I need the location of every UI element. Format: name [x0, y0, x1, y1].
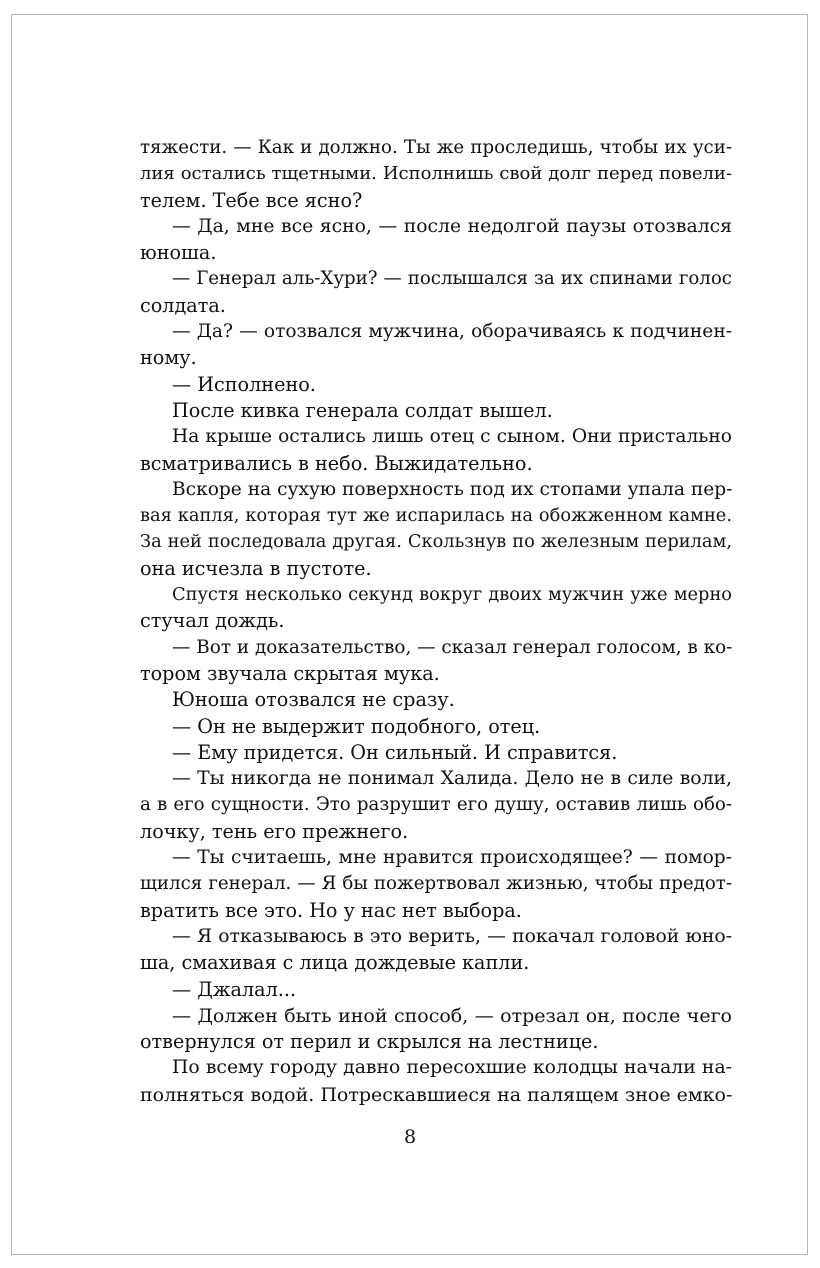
text-line: вая капля, которая тут же испарилась на обожженном камне.: [140, 505, 732, 527]
text-line: она исчезла в пустоте.: [140, 556, 372, 580]
text-line: вратить все это. Но у нас нет выбора.: [140, 898, 522, 922]
text-line: — Ты считаешь, мне нравится происходящее? — помор-: [172, 847, 732, 869]
text-line: — Я отказываюсь в это верить, — покачал головой юно-: [172, 925, 732, 947]
text-line: лия остались тщетными. Исполнишь свой долг перед повели-: [140, 163, 732, 185]
text-line: юноша.: [140, 241, 217, 265]
text-line: — Да? — отозвался мужчина, оборачиваясь к подчинен-: [172, 321, 732, 343]
text-line: — Да, мне все ясно, — после недолгой паузы отозвался: [172, 215, 732, 237]
text-line: ному.: [140, 346, 197, 370]
book-text-body: [140, 135, 732, 1108]
text-line: телем. Тебе все ясно?: [140, 188, 363, 212]
text-line: Вскоре на сухую поверхность под их стопами упала пер-: [172, 478, 733, 500]
text-line: всматривались в небо. Выжидательно.: [140, 451, 533, 475]
text-line: — Генерал аль-Хури? — послышался за их спинами голос: [172, 268, 732, 290]
text-line: тором звучала скрытая мука.: [140, 661, 440, 685]
text-line: — Ты никогда не понимал Халида. Дело не в силе воли,: [172, 768, 732, 790]
text-line: отвернулся от перил и скрылся на лестнице.: [140, 1030, 599, 1054]
text-line: — Исполнено.: [172, 372, 316, 396]
text-line: За ней последовала другая. Скользнув по железным перилам,: [140, 531, 732, 553]
text-line: По всему городу давно пересохшие колодцы начали на-: [172, 1057, 732, 1079]
text-line: стучал дождь.: [140, 609, 285, 633]
page-number: 8: [403, 1126, 417, 1148]
text-line: тяжести. — Как и должно. Ты же проследишь, чтобы их уси-: [140, 137, 732, 158]
text-line: Юноша отозвался не сразу.: [172, 688, 455, 712]
text-line: После кивка генерала солдат вышел.: [172, 398, 553, 422]
text-line: — Вот и доказательство, — сказал генерал голосом, в ко-: [172, 636, 733, 658]
text-line: На крыше остались лишь отец с сыном. Они пристально: [172, 426, 732, 448]
text-line: лочку, тень его прежнего.: [140, 819, 409, 843]
text-line: — Должен быть иной способ, — отрезал он, после чего: [172, 1004, 732, 1027]
text-line: солдата.: [140, 293, 226, 317]
text-line: Спустя несколько секунд вокруг двоих мужчин уже мерно: [172, 584, 732, 606]
text-line: ша, смахивая с лица дождевые капли.: [140, 951, 530, 975]
text-line: а в его сущности. Это разрушит его душу, оставив лишь обо-: [140, 794, 732, 816]
text-line: — Он не выдержит подобного, отец.: [172, 714, 541, 738]
text-line: — Джалал...: [172, 977, 297, 1001]
text-line: полняться водой. Потрескавшиеся на палящем зное емко-: [140, 1083, 733, 1106]
text-line: — Ему придется. Он сильный. И справится.: [172, 740, 618, 764]
text-line: щился генерал. — Я бы пожертвовал жизнью, чтобы предот-: [140, 873, 732, 895]
